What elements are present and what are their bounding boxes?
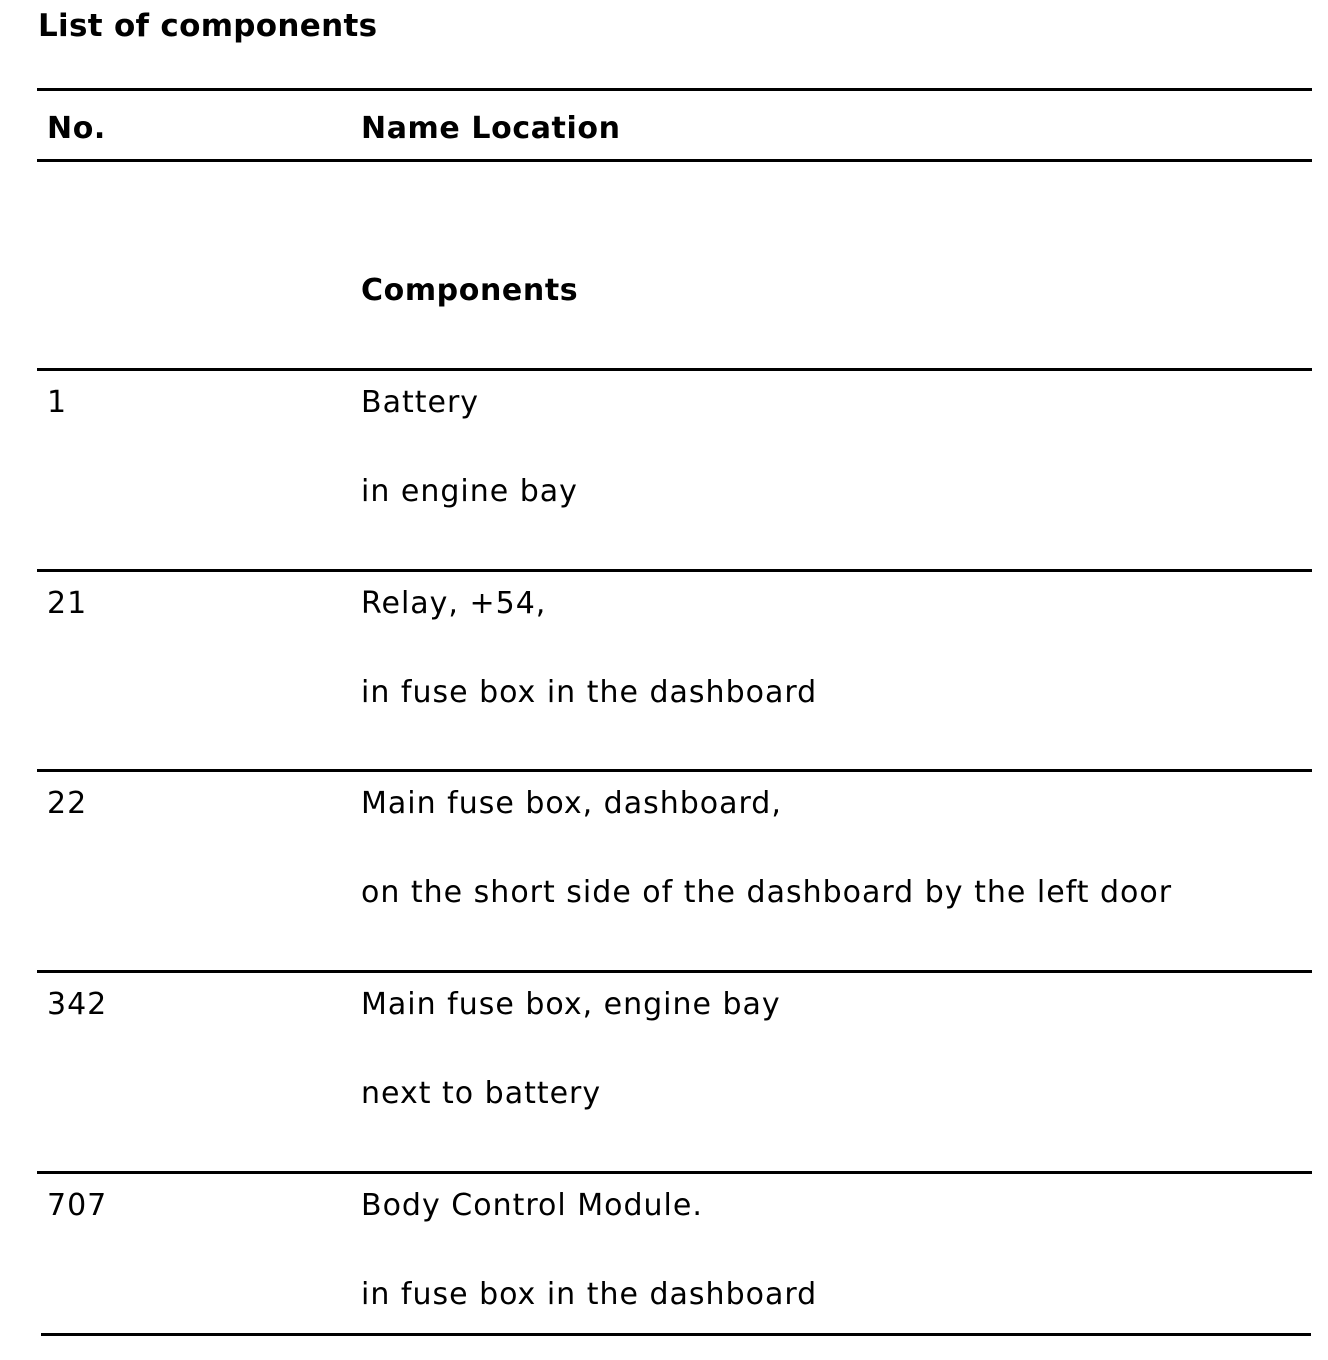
column-header-no: No.: [47, 111, 106, 146]
component-name: Main fuse box, engine bay: [361, 987, 781, 1022]
row-rule: [37, 970, 1312, 973]
page-title: List of components: [38, 8, 378, 44]
component-location: in fuse box in the dashboard: [361, 675, 818, 710]
component-name: Relay, +54,: [361, 586, 547, 621]
header-rule: [37, 159, 1312, 162]
component-name: Battery: [361, 385, 480, 420]
component-location: in engine bay: [361, 474, 578, 509]
component-name: Main fuse box, dashboard,: [361, 786, 782, 821]
row-rule: [37, 1171, 1312, 1174]
row-rule: [37, 769, 1312, 772]
row-number: 22: [47, 786, 88, 821]
component-location: in fuse box in the dashboard: [361, 1277, 818, 1312]
row-number: 342: [47, 987, 108, 1022]
row-rule: [37, 569, 1312, 572]
row-number: 707: [47, 1188, 108, 1223]
row-number: 21: [47, 586, 88, 621]
column-header-name-location: Name Location: [361, 111, 621, 146]
component-location: on the short side of the dashboard by the left door: [361, 875, 1173, 910]
section-heading: Components: [361, 273, 579, 308]
table-bottom-rule: [41, 1333, 1311, 1336]
component-location: next to battery: [361, 1076, 602, 1111]
row-number: 1: [47, 385, 68, 420]
component-name: Body Control Module.: [361, 1188, 703, 1223]
table-top-rule: [37, 88, 1312, 91]
row-rule: [37, 368, 1312, 371]
